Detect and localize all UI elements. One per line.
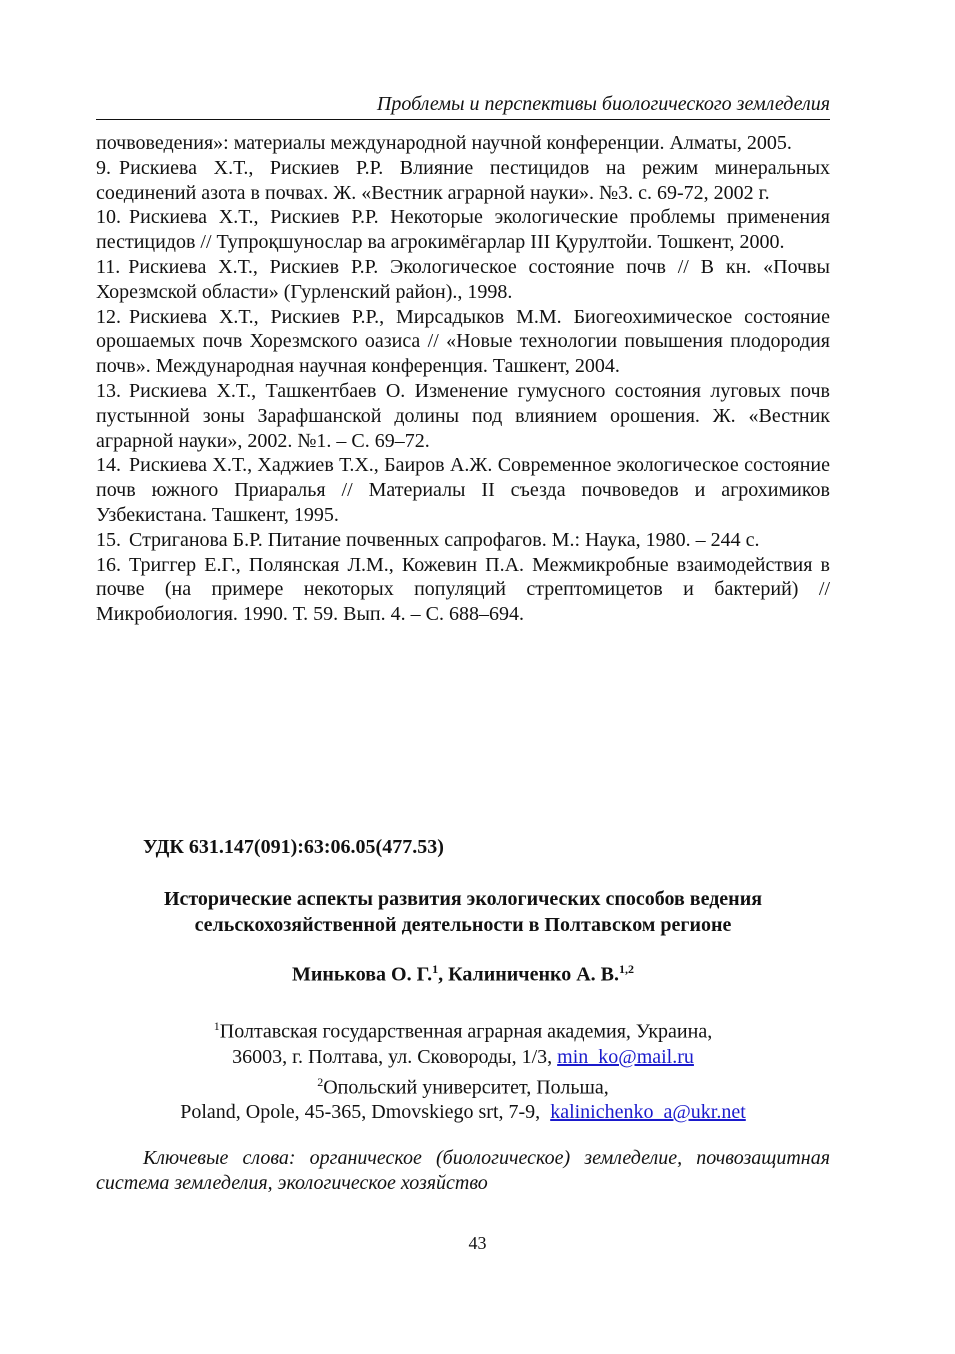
- affiliation-mark: 2: [317, 1074, 324, 1089]
- reference-text: Рискиева Х.Т., Рискиев Р.Р. Влияние пестицидов на режим минеральных соединений азота в почвах. Ж. «Вестник аграрной науки». №3. с. 69-72, 2002 г.: [96, 156, 830, 204]
- author-name: Калиниченко А. В.: [448, 963, 620, 986]
- reference-item: [96, 255, 830, 305]
- reference-number: 16.: [96, 553, 121, 576]
- reference-text: Рискиева Х.Т., Рискиев Р.Р. Экологическое состояние почв // В кн. «Почвы Хорезмской области» (Гурленский район)., 1998.: [96, 255, 830, 303]
- running-header: Проблемы и перспективы биологического земледелия: [96, 93, 830, 120]
- reference-text: Рискиева Х.Т., Рискиев Р.Р., Мирсадыков М.М. Биогеохимическое состояние орошаемых почв Хорезмского оазиса // «Новые технологии повышения плодородия почв». Международная научная конференция. Ташкент, 2004.: [96, 305, 830, 378]
- affiliation-address: 36003, г. Полтава, ул. Сковороды, 1/3,: [232, 1045, 558, 1068]
- email-link[interactable]: kalinichenko_a@ukr.net: [550, 1101, 746, 1124]
- page-number: 43: [468, 1233, 487, 1253]
- reference-number: 14.: [96, 454, 121, 477]
- affiliation-text: Полтавская государственная аграрная академия, Украина,: [219, 1020, 713, 1043]
- reference-text: Рискиева Х.Т., Хаджиев Т.Х., Баиров А.Ж. Современное экологическое состояние почв южного Приаралья // Материалы II съезда почвоведов и агрохимиков Узбекистана. Ташкент, 1995.: [96, 454, 830, 526]
- article-title: [96, 886, 830, 938]
- author-affiliation-mark: 1,2: [619, 962, 635, 976]
- reference-number: 15.: [96, 528, 121, 551]
- reference-number: 12.: [96, 305, 121, 328]
- reference-number: 10.: [96, 206, 121, 229]
- author-affiliation-mark: 1: [432, 962, 439, 976]
- reference-item: [96, 379, 830, 453]
- affiliation-line: [96, 1014, 830, 1045]
- author-line: [96, 962, 830, 987]
- reference-item: [96, 553, 830, 627]
- affiliation-text: Опольский университет, Польша,: [323, 1076, 609, 1099]
- reference-continuation: почвоведения»: материалы международной научной конференции. Алматы, 2005.: [96, 132, 792, 154]
- affiliation-address: Poland, Opole, 45-365, Dmovskiego srt, 7-9,: [180, 1101, 551, 1124]
- affiliation-line: [96, 1070, 830, 1101]
- reference-text: Рискиева Х.Т., Ташкентбаев О. Изменение гумусного состояния луговых почв пустынной зоны Зарафшанской долины под влиянием орошения. Ж. «Вестник аграрной науки», 2002. №1. – С. 69–72.: [96, 379, 830, 452]
- reference-text: Рискиева Х.Т., Рискиев Р.Р. Некоторые экологические проблемы применения пестицидов // Тупроқшунослар ва агрокимёгарлар III Қурултойи. Тошкент, 2000.: [96, 206, 830, 254]
- affiliation-line: [96, 1100, 830, 1125]
- author-separator: ,: [438, 963, 449, 986]
- keywords: Ключевые слова: органическое (биологическое) земледелие, почвозащитная система земледелия, экологическое хозяйство: [96, 1147, 830, 1194]
- reference-number: 13.: [96, 379, 121, 402]
- udk-code: УДК 631.147(091):63:06.05(477.53): [143, 836, 444, 858]
- reference-item: [96, 453, 830, 527]
- reference-number: 11.: [96, 255, 121, 278]
- email-link[interactable]: min_ko@mail.ru: [557, 1045, 694, 1068]
- reference-item: [96, 305, 830, 379]
- reference-item: [96, 156, 830, 206]
- reference-number: 9.: [96, 156, 111, 179]
- reference-text: Стриганова Б.Р. Питание почвенных сапрофагов. М.: Наука, 1980. – 244 с.: [129, 528, 760, 551]
- title-line: сельскохозяйственной деятельности в Полтавском регионе: [194, 914, 732, 936]
- reference-item: [96, 205, 830, 255]
- reference-text: Триггер Е.Г., Полянская Л.М., Кожевин П.А. Межмикробные взаимодействия в почве (на примере некоторых популяций стрептомицетов и бактерий) // Микробиология. 1990. Т. 59. Вып. 4. – С. 688–694.: [96, 553, 830, 626]
- affiliation-mark: 1: [213, 1019, 220, 1033]
- reference-item: [96, 528, 830, 553]
- author-name: Минькова О. Г.: [291, 963, 433, 986]
- reference-list: [96, 131, 830, 627]
- affiliation-line: [96, 1045, 830, 1070]
- title-line: Исторические аспекты развития экологических способов ведения: [163, 888, 763, 910]
- affiliations: [96, 1014, 830, 1125]
